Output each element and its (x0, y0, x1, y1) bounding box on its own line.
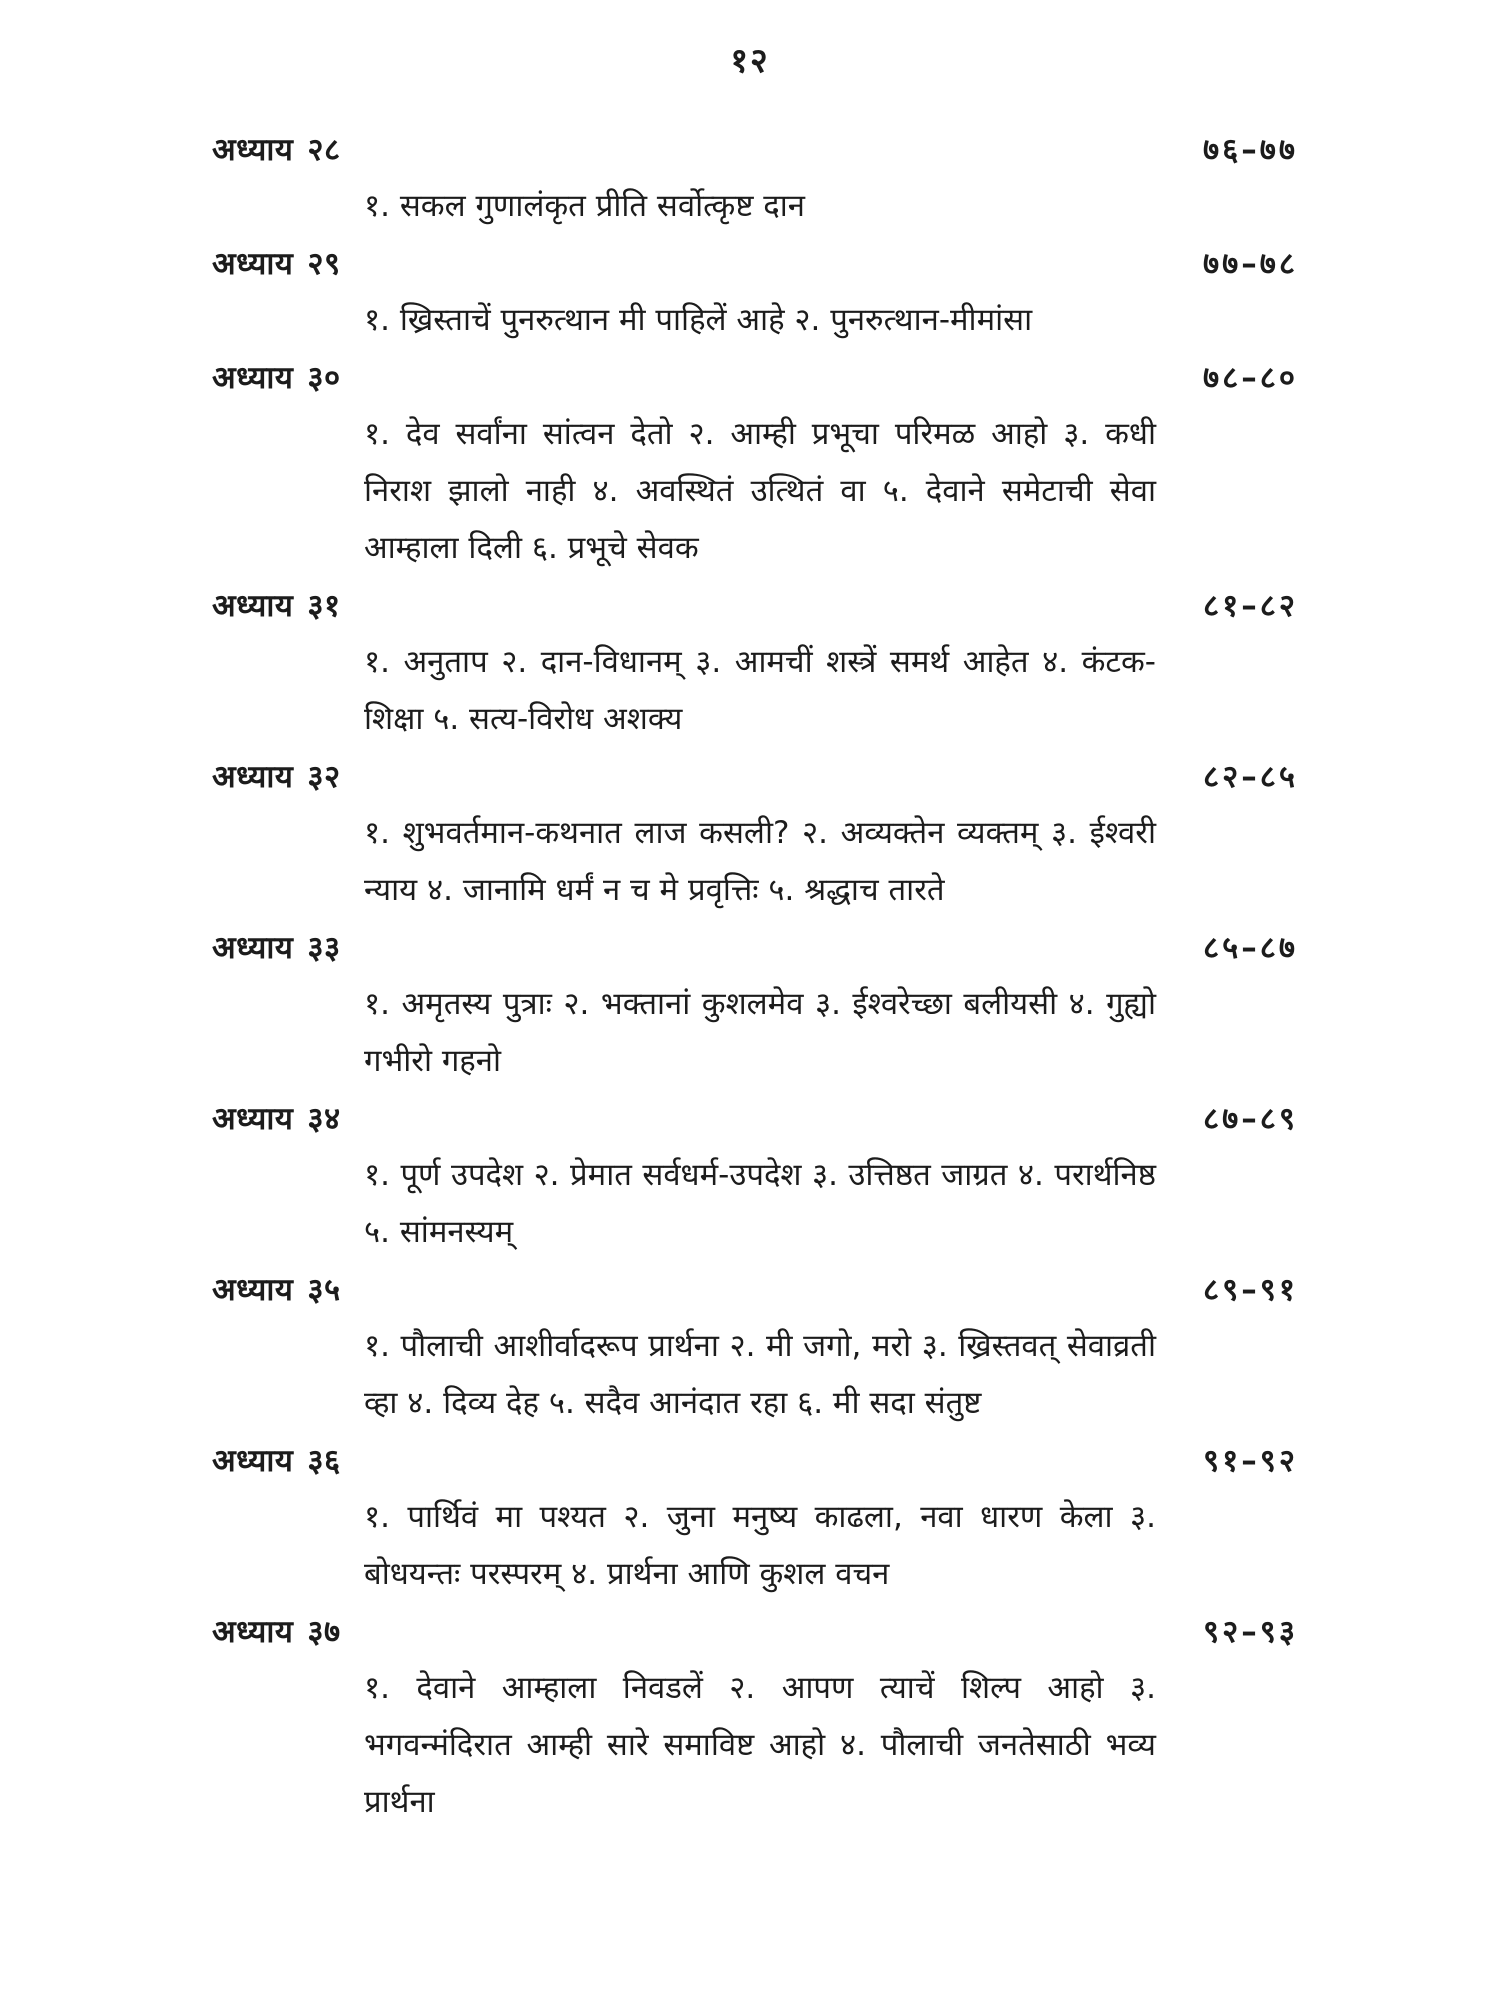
toc-entry (212, 1268, 1302, 1432)
page-number: १२ (730, 41, 770, 81)
toc-entry (212, 1439, 1302, 1603)
page-range: ८५–८७ (1203, 930, 1298, 966)
chapter-label: अध्याय ३२ (212, 759, 341, 795)
chapter-topics: १. पार्थिवं मा पश्यत २. जुना मनुष्य काढला, नवा धारण केला ३. बोधयन्तः परस्परम् ४. प्रार्थना आणि कुशल वचन (364, 1499, 1156, 1592)
chapter-label: अध्याय ३३ (212, 930, 341, 966)
page-range: ८९–९१ (1203, 1272, 1298, 1308)
toc-entry (212, 1610, 1302, 1831)
page-range: ८१–८२ (1203, 588, 1298, 624)
chapter-label: अध्याय २९ (212, 246, 341, 282)
chapter-topics: १. ख्रिस्ताचें पुनरुत्थान मी पाहिलें आहे २. पुनरुत्थान-मीमांसा (364, 302, 1033, 338)
chapter-topics: १. सकल गुणालंकृत प्रीति सर्वोत्कृष्ट दान (364, 188, 805, 224)
toc-entry (212, 1097, 1302, 1261)
chapter-topics: १. अनुताप २. दान-विधानम् ३. आमचीं शस्त्रें समर्थ आहेत ४. कंटक-शिक्षा ५. सत्य-विरोध अशक्य (364, 644, 1156, 737)
toc-entry (212, 926, 1302, 1090)
chapter-label: अध्याय ३४ (212, 1101, 341, 1137)
toc-entry (212, 755, 1302, 919)
chapter-label: अध्याय ३५ (212, 1272, 341, 1308)
chapter-topics: १. देव सर्वांना सांत्वन देतो २. आम्ही प्रभूचा परिमळ आहो ३. कधी निराश झालो नाही ४. अवस्थितं उत्थितं वा ५. देवाने समेटाची सेवा आम्हाला दिली ६. प्रभूचे सेवक (364, 416, 1156, 566)
page-range: ९२–९३ (1203, 1614, 1298, 1650)
page-range: ९१–९२ (1203, 1443, 1298, 1479)
chapter-topics: १. पूर्ण उपदेश २. प्रेमात सर्वधर्म-उपदेश ३. उत्तिष्ठत जाग्रत ४. परार्थनिष्ठ ५. सांमनस्यम् (364, 1157, 1156, 1250)
chapter-label: अध्याय ३७ (212, 1614, 341, 1650)
chapter-label: अध्याय ३१ (212, 588, 341, 624)
chapter-topics: १. शुभवर्तमान-कथनात लाज कसली? २. अव्यक्तेन व्यक्तम् ३. ईश्वरी न्याय ४. जानामि धर्मं न च मे प्रवृत्तिः ५. श्रद्धाच तारते (364, 815, 1156, 908)
page-range: ८२–८५ (1203, 759, 1298, 795)
chapter-topics: १. देवाने आम्हाला निवडलें २. आपण त्याचें शिल्प आहो ३. भगवन्मंदिरात आम्ही सारे समाविष्ट आहो ४. पौलाची जनतेसाठी भव्य प्रार्थना (364, 1670, 1156, 1820)
chapter-topics: १. अमृतस्य पुत्राः २. भक्तानां कुशलमेव ३. ईश्वरेच्छा बलीयसी ४. गुह्यो गभीरो गहनो (364, 986, 1156, 1079)
toc-entry (212, 584, 1302, 748)
page-range: ७८–८० (1203, 360, 1298, 396)
page-range: ७६–७७ (1203, 132, 1298, 168)
toc-entry (212, 128, 1302, 235)
chapter-label: अध्याय २८ (212, 132, 341, 168)
page-range: ८७–८९ (1203, 1101, 1298, 1137)
chapter-topics: १. पौलाची आशीर्वादरूप प्रार्थना २. मी जगो, मरो ३. ख्रिस्तवत् सेवाव्रती व्हा ४. दिव्य देह ५. सदैव आनंदात रहा ६. मी सदा संतुष्ट (364, 1328, 1156, 1421)
toc-entry (212, 356, 1302, 577)
chapter-label: अध्याय ३६ (212, 1443, 341, 1479)
toc-entry (212, 242, 1302, 349)
chapter-label: अध्याय ३० (212, 360, 341, 396)
table-of-contents (212, 128, 1302, 1838)
page-range: ७७–७८ (1203, 246, 1298, 282)
